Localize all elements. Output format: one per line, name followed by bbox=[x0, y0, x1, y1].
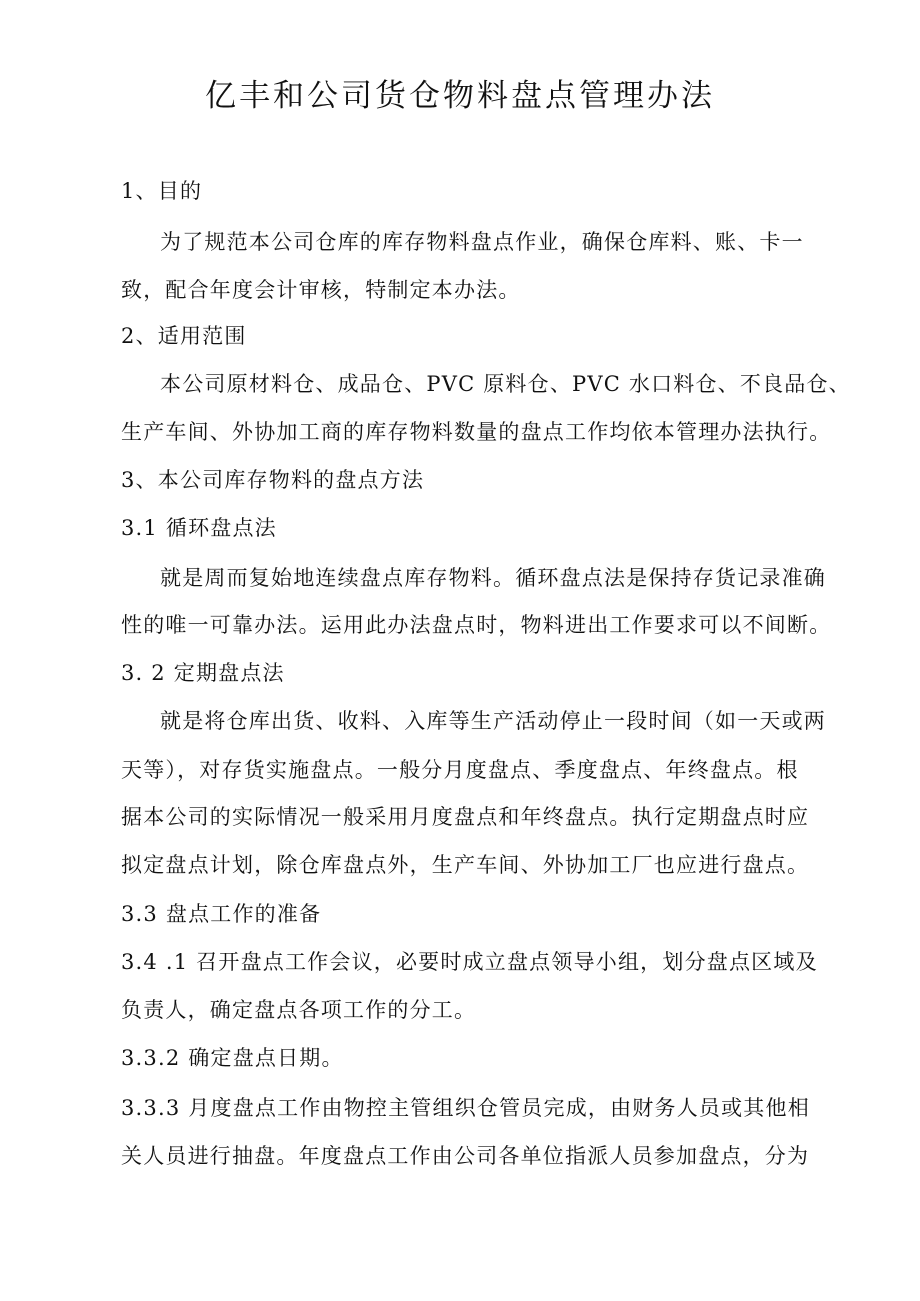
section-3-heading: 3、本公司库存物料的盘点方法 bbox=[121, 468, 425, 492]
section-3-3-3-text-line-1: 3.3.3 月度盘点工作由物控主管组织仓管员完成，由财务人员或其他相 bbox=[121, 1096, 810, 1120]
section-3-1-text-line-1: 就是周而复始地连续盘点库存物料。循环盘点法是保持存货记录准确 bbox=[160, 566, 826, 590]
section-3-3-2-text: 3.3.2 确定盘点日期。 bbox=[121, 1046, 344, 1070]
section-2-text-line-1: 本公司原材料仓、成品仓、PVC 原料仓、PVC 水口料仓、不良品仓、 bbox=[160, 372, 851, 396]
section-2-heading: 2、适用范围 bbox=[121, 324, 247, 348]
section-3-4-text-line-2: 负责人，确定盘点各项工作的分工。 bbox=[121, 998, 477, 1022]
section-2-text-line-2: 生产车间、外协加工商的库存物料数量的盘点工作均依本管理办法执行。 bbox=[121, 420, 832, 444]
document-title: 亿丰和公司货仓物料盘点管理办法 bbox=[205, 78, 715, 114]
section-3-2-text-line-4: 拟定盘点计划，除仓库盘点外，生产车间、外协加工厂也应进行盘点。 bbox=[121, 853, 810, 877]
section-3-3-heading: 3.3 盘点工作的准备 bbox=[121, 902, 322, 926]
section-3-2-text-line-1: 就是将仓库出货、收料、入库等生产活动停止一段时间（如一天或两 bbox=[160, 709, 826, 733]
section-3-4-text-line-1: 3.4 .1 召开盘点工作会议，必要时成立盘点领导小组，划分盘点区域及 bbox=[121, 950, 818, 974]
section-3-2-text-line-3: 据本公司的实际情况一般采用月度盘点和年终盘点。执行定期盘点时应 bbox=[121, 805, 810, 829]
section-3-2-heading: 3. 2 定期盘点法 bbox=[121, 661, 285, 685]
section-3-3-3-text-line-2: 关人员进行抽盘。年度盘点工作由公司各单位指派人员参加盘点，分为 bbox=[121, 1144, 810, 1168]
section-1-text-line-2: 致，配合年度会计审核，特制定本办法。 bbox=[121, 278, 521, 302]
section-1-heading: 1、目的 bbox=[121, 179, 203, 203]
section-3-1-text-line-2: 性的唯一可靠办法。运用此办法盘点时，物料进出工作要求可以不间断。 bbox=[121, 613, 832, 637]
section-1-text-line-1: 为了规范本公司仓库的库存物料盘点作业，确保仓库料、账、卡一 bbox=[160, 230, 804, 254]
section-3-2-text-line-2: 天等），对存货实施盘点。一般分月度盘点、季度盘点、年终盘点。根 bbox=[121, 758, 799, 782]
section-3-1-heading: 3.1 循环盘点法 bbox=[121, 516, 277, 540]
